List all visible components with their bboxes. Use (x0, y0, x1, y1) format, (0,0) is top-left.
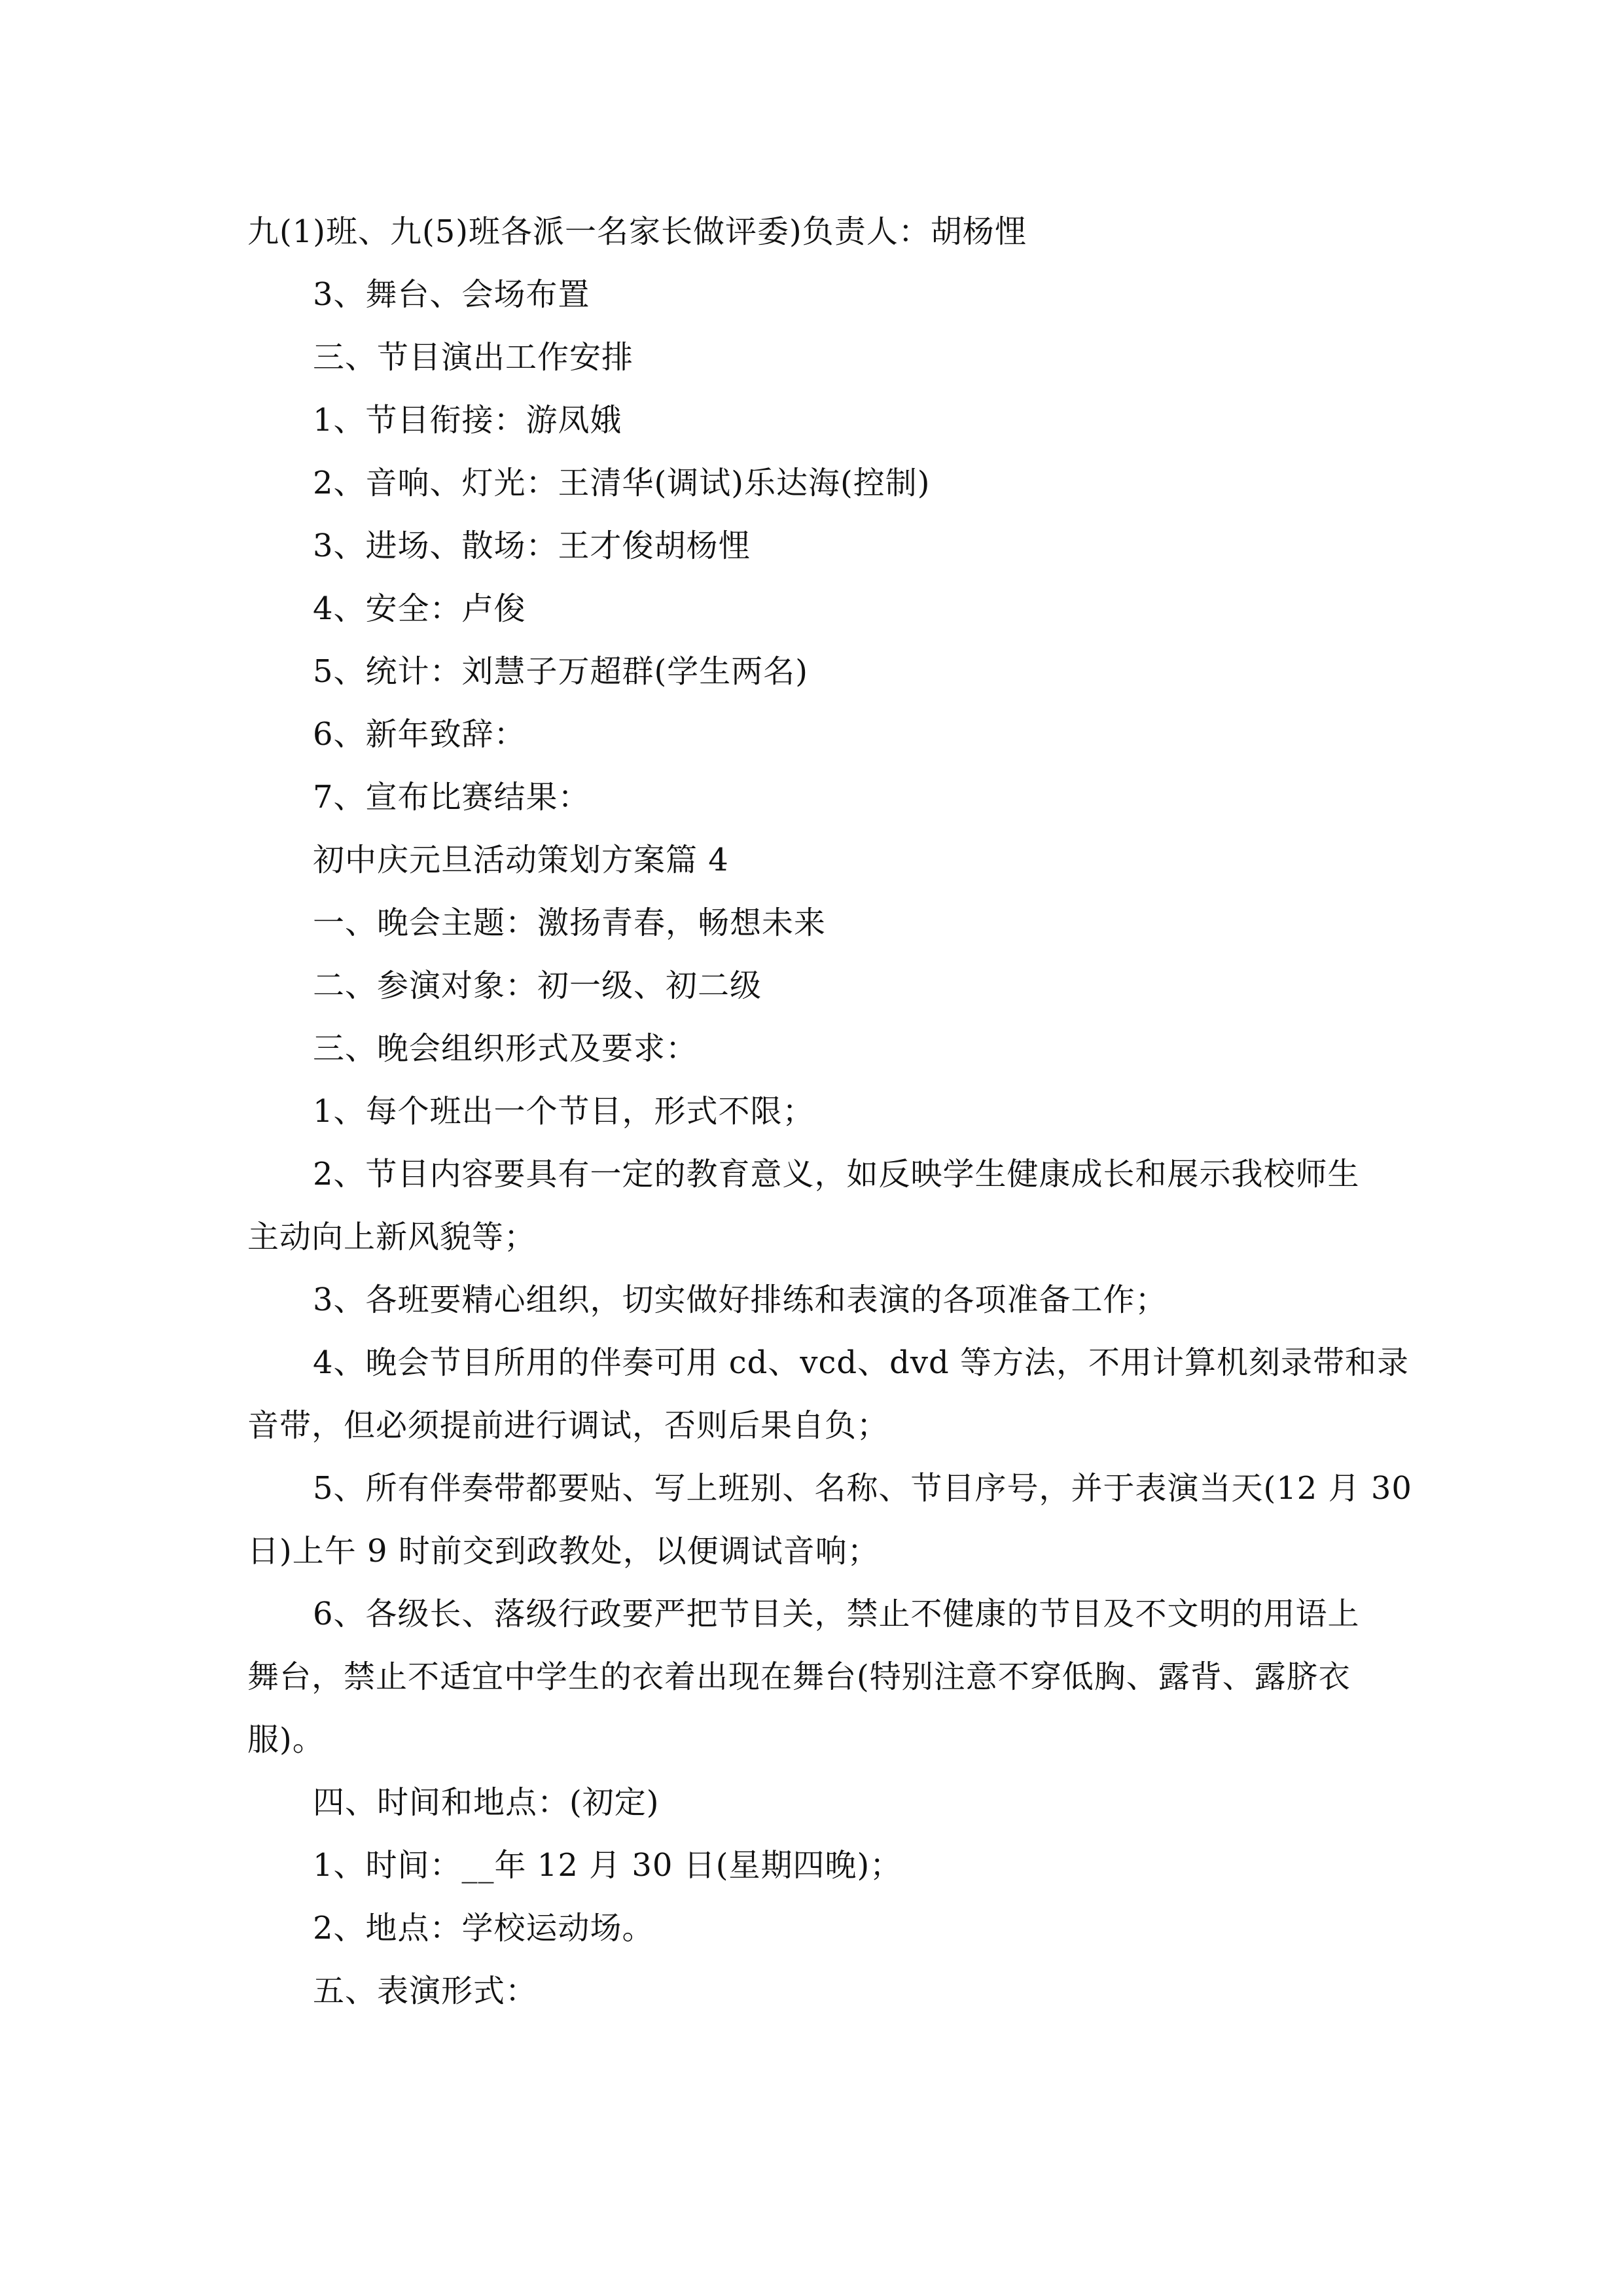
text-line: 6、新年致辞： (313, 716, 526, 753)
text-line: 7、宣布比赛结果： (313, 779, 590, 816)
document-body (247, 200, 1412, 2022)
text-line: 4、晚会节目所用的伴奏可用 cd、vcd、dvd 等方法，不用计算机刻录带和录 (313, 1344, 1409, 1381)
text-line: 2、地点：学校运动场。 (313, 1910, 654, 1946)
text-line: 九(1)班、九(5)班各派一名家长做评委)负责人：胡杨悝 (247, 213, 1027, 250)
section-heading: 二、参演对象：初一级、初二级 (313, 967, 762, 1004)
article-title: 初中庆元旦活动策划方案篇 4 (313, 842, 729, 878)
text-line: 2、节目内容要具有一定的教育意义，如反映学生健康成长和展示我校师生 (313, 1156, 1360, 1193)
text-line: 4、安全：卢俊 (313, 590, 526, 627)
text-line: 3、舞台、会场布置 (313, 276, 590, 313)
section-heading: 四、时间和地点：(初定) (313, 1784, 660, 1821)
text-line: 1、节目衔接：游凤娥 (313, 402, 622, 439)
text-line: 6、各级长、落级行政要严把节目关，禁止不健康的节目及不文明的用语上 (313, 1596, 1360, 1632)
section-heading: 一、晚会主题：激扬青春，畅想未来 (313, 905, 827, 941)
text-line: 服)。 (247, 1721, 325, 1758)
text-line: 音带，但必须提前进行调试，否则后果自负； (247, 1407, 889, 1444)
section-heading: 三、节目演出工作安排 (313, 339, 634, 376)
text-line: 3、各班要精心组织，切实做好排练和表演的各项准备工作； (313, 1282, 1168, 1318)
text-line: 5、统计：刘慧子万超群(学生两名) (313, 653, 808, 690)
text-line: 5、所有伴奏带都要贴、写上班别、名称、节目序号，并于表演当天(12 月 30 (313, 1470, 1412, 1507)
section-heading: 五、表演形式： (313, 1973, 538, 2009)
text-line: 日)上午 9 时前交到政教处，以便调试音响； (247, 1533, 880, 1570)
text-line: 3、进场、散场：王才俊胡杨悝 (313, 528, 751, 564)
text-line: 1、时间：__年 12 月 30 日(星期四晚)； (313, 1847, 902, 1884)
text-line: 主动向上新风貌等； (247, 1219, 537, 1255)
text-line: 舞台，禁止不适宜中学生的衣着出现在舞台(特别注意不穿低胸、露背、露脐衣 (247, 1659, 1351, 1695)
text-line: 2、音响、灯光：王清华(调试)乐达海(控制) (313, 465, 931, 501)
section-heading: 三、晚会组织形式及要求： (313, 1030, 698, 1067)
text-line: 1、每个班出一个节目，形式不限； (313, 1093, 815, 1130)
